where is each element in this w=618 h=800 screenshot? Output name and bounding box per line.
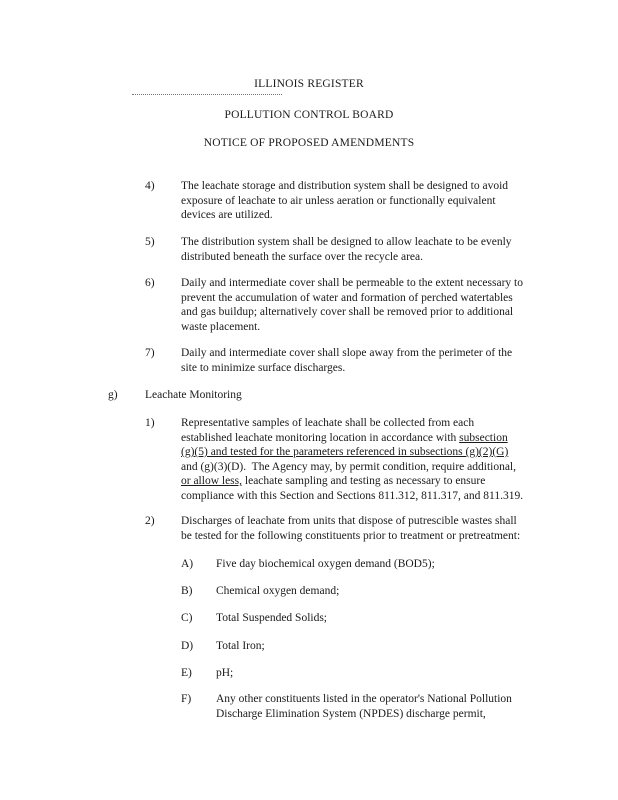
constituent-text: Total Suspended Solids; [216, 612, 328, 624]
section-title: Leachate Monitoring [145, 389, 242, 401]
item-line: be tested for the following constituents prior to treatment or pretreatment: [181, 529, 521, 542]
item-line: site to minimize surface discharges. [181, 361, 346, 374]
item-line [181, 474, 523, 489]
item-line: exposure of leachate to air unless aeration or functionally equivalent [181, 194, 496, 207]
item-line: waste placement. [181, 320, 261, 333]
header-register: ILLINOIS REGISTER [254, 78, 364, 90]
item-line: devices are utilized. [181, 209, 273, 221]
item-line [181, 460, 523, 475]
header-notice: NOTICE OF PROPOSED AMENDMENTS [203, 137, 415, 149]
item-line: prevent the accumulation of water and formation of perched watertables [181, 291, 513, 304]
item-line: and gas buildup; alternatively cover shall be removed prior to additional [181, 306, 514, 318]
section-label: g) [108, 389, 118, 401]
header-rule [132, 94, 282, 95]
item-number: 4) [145, 180, 155, 192]
item-line: The leachate storage and distribution system shall be designed to avoid [181, 180, 509, 192]
constituent-text: pH; [216, 667, 234, 679]
amended-text: , [513, 460, 517, 473]
item-number: 6) [145, 277, 155, 289]
item-line [181, 445, 523, 460]
item-line: Daily and intermediate cover shall slope away from the perimeter of the [181, 347, 513, 359]
constituent-text: Chemical oxygen demand; [216, 585, 340, 597]
item-number: 2) [145, 515, 155, 527]
constituent-text: Five day biochemical oxygen demand (BOD5); [216, 558, 435, 570]
constituent-text: Total Iron; [216, 640, 265, 652]
constituent-label: B) [181, 585, 193, 597]
constituent-text: Any other constituents listed in the operator's National Pollution [216, 693, 512, 705]
constituent-label: F) [181, 693, 192, 705]
plain-text: leachate sampling and testing as necessary to ensure [242, 475, 486, 487]
item-line [181, 431, 523, 446]
item-number: 5) [145, 236, 155, 248]
item-line: Representative samples of leachate shall be collected from each [181, 417, 475, 429]
amended-text: subsection [459, 431, 508, 444]
amended-text: or allow less, [181, 475, 243, 487]
constituent-text: Discharge Elimination System (NPDES) discharge permit, [216, 707, 486, 720]
constituent-label: D) [181, 640, 194, 652]
header-board: POLLUTION CONTROL BOARD [224, 109, 394, 121]
item-line: compliance with this Section and Sections 811.312, 811.317, and 811.319. [181, 489, 524, 502]
plain-text: The Agency may, by permit condition, require additional [246, 460, 514, 473]
item-line: distributed beneath the surface over the recycle area. [181, 250, 424, 263]
plain-text: and (g)(3)(D). [181, 460, 247, 473]
amended-text: (g)(5) and tested for the parameters referenced in subsections (g)(2)(G) [181, 446, 509, 458]
item-number: 1) [145, 417, 155, 429]
item-line: Daily and intermediate cover shall be permeable to the extent necessary to [181, 277, 523, 289]
constituent-label: E) [181, 667, 192, 679]
plain-text: established leachate monitoring location in accordance with [181, 431, 460, 444]
item-line: Discharges of leachate from units that dispose of putrescible wastes shall [181, 515, 517, 527]
item-number: 7) [145, 347, 155, 359]
constituent-label: A) [181, 558, 194, 570]
constituent-label: C) [181, 612, 193, 624]
item-line: The distribution system shall be designed to allow leachate to be evenly [181, 236, 512, 248]
